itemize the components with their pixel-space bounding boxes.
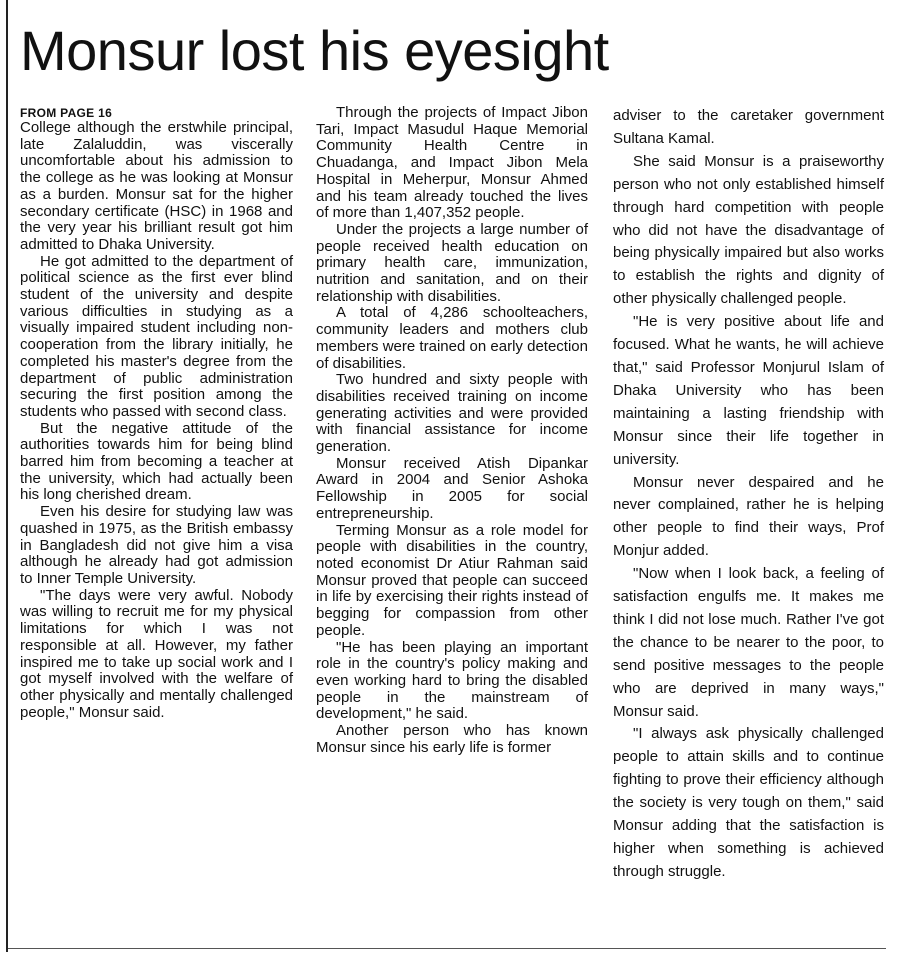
paragraph: But the negative attitude of the authorities towards him for being blind barred him from becoming a teacher at the university, which had actually been his long cherished dream. [20, 419, 293, 504]
paragraph: "The days were very awful. Nobody was willing to recruit me for my physical limitations for which I was not responsible at all. However, my father inspired me to take up social work and I got myself involved with the welfare of other physically and mentally challenged people," Monsur said. [20, 586, 293, 721]
paragraph: Through the projects of Impact Jibon Tari, Impact Masudul Haque Memorial Community Health Centre in Chuadanga, and Impact Jibon Mela Hospital in Meherpur, Monsur Ahmed and his team already touched the lives of more than 1,407,352 people. [316, 104, 588, 222]
paragraph: "Now when I look back, a feeling of satisfaction engulfs me. It makes me think I did not lose much. Rather I've got the chance to be nearer to the poor, to send positive messages to the people who are deprived in many ways," Monsur said. [613, 565, 884, 720]
paragraph: "He is very positive about life and focused. What he wants, he will achieve that," said Professor Monjurul Islam of Dhaka University who has been maintaining a lasting friendship with Monsur since their life together in university. [613, 313, 884, 468]
paragraph: She said Monsur is a praiseworthy person who not only established himself through hard competition with people who did not have the disadvantage of being physically impaired but also works to establish the rights and dignity of other physically challenged people. [613, 152, 884, 308]
paragraph: He got admitted to the department of political science as the first ever blind student of the university and despite various difficulties in studying as a visually impaired student including non-cooperation from the library initially, he completed his master's degree from the department of public administration securing the first position among the students who passed with second class. [20, 252, 293, 420]
paragraph: Another person who has known Monsur since his early life is former [316, 722, 588, 756]
paragraph: "He has been playing an important role in the country's policy making and even working hard to bring the disabled people in the mainstream of development," he said. [316, 638, 588, 723]
headline: Monsur lost his eyesight [20, 19, 609, 82]
paragraph: Even his desire for studying law was quashed in 1975, as the British embassy in Bangladesh did not give him a visa although he already had got admission to Inner Temple University. [20, 503, 293, 587]
paragraph: College although the erstwhile principal, late Zalaluddin, was viscerally uncomfortable about his admission to the college as he was looking at Monsur as a burden. Monsur sat for the higher secondary certificate (HSC) in 1968 and the very year his brilliant result got him admitted to Dhaka University. [20, 119, 293, 253]
paragraph: Monsur received Atish Dipankar Award in 2004 and Senior Ashoka Fellowship in 2005 for social entrepreneurship. [316, 454, 588, 522]
paragraph: Terming Monsur as a role model for people with disabilities in the country, noted economist Dr Atiur Rahman said Monsur proved that people can succeed in life by exercising their rights instead of begging for compassion from other people. [316, 521, 588, 639]
paragraph: Under the projects a large number of people received health education on primary health care, immunization, nutrition and sanitation, and on their relationship with disabilities. [316, 220, 588, 305]
paragraph: A total of 4,286 schoolteachers, community leaders and mothers club members were trained on early detection of disabilities. [316, 304, 588, 372]
paragraph: adviser to the caretaker government Sultana Kamal. [613, 107, 884, 147]
paragraph: "I always ask physically challenged people to attain skills and to continue fighting to prove their efficiency although the society is very tough on them," said Monsur adding that the satisfaction is higher when something is achieved through struggle. [613, 725, 884, 880]
bottom-rule [8, 948, 886, 949]
column-1 [20, 106, 293, 721]
column-2 [316, 105, 588, 756]
left-column-rule [6, 0, 8, 952]
jump-line: FROM PAGE 16 [20, 106, 113, 120]
paragraph: Monsur never despaired and he never complained, rather he is helping other people to find their ways, Prof Monjur added. [613, 473, 884, 560]
paragraph: Two hundred and sixty people with disabilities received training on income generating activities and were provided with financial assistance for income generation. [316, 371, 588, 456]
column-3 [613, 105, 884, 884]
